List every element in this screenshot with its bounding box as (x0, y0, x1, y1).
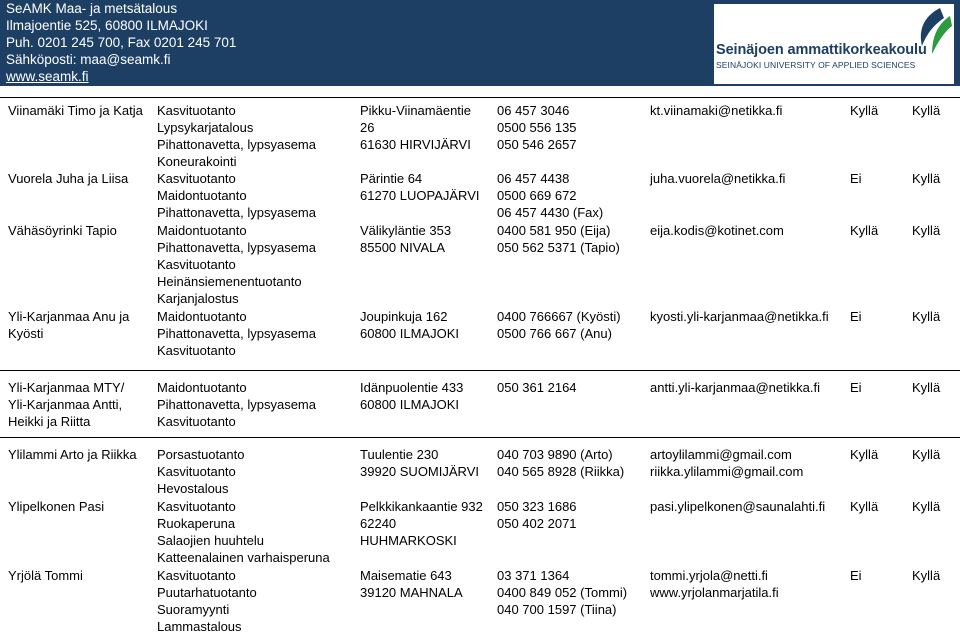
email-address: artoylilammi@gmail.com (650, 447, 792, 462)
logo-subtitle: SEINÄJOKI UNIVERSITY OF APPLIED SCIENCES (716, 60, 916, 70)
email-address-cell (650, 567, 779, 601)
phone-number-cell (497, 170, 603, 221)
production-item: Pihattonavetta, lypsyasema (157, 137, 316, 152)
production-item: Koneurakointi (157, 154, 237, 169)
yes-no-value: Ei (850, 568, 862, 583)
production-item: Hevostalous (157, 481, 229, 496)
farm-name-cell (8, 498, 104, 515)
email-address: juha.vuorela@netikka.fi (650, 171, 786, 186)
email-address: antti.yli-karjanmaa@netikka.fi (650, 380, 820, 395)
contact-line: SeAMK Maa- ja metsätalous (6, 1, 178, 16)
address-line: 85500 NIVALA (360, 240, 446, 255)
production-item: Pihattonavetta, lypsyasema (157, 326, 316, 341)
yes-no-value: Kyllä (912, 568, 941, 583)
production-item: Kasvituotanto (157, 499, 236, 514)
phone-number: 040 703 9890 (Arto) (497, 447, 613, 462)
seamk-logo (714, 4, 954, 84)
address-line: 60800 ILMAJOKI (360, 397, 459, 412)
address-line-cell (360, 567, 463, 601)
address-line: Maisematie 643 (360, 568, 452, 583)
farm-name: Kyösti (8, 326, 44, 341)
yes-no-value: Ei (850, 380, 862, 395)
phone-number: 06 457 3046 (497, 103, 570, 118)
phone-number-cell (497, 446, 624, 480)
email-address: kt.viinamaki@netikka.fi (650, 103, 783, 118)
yes-no-value: Kyllä (912, 309, 941, 324)
email-address-cell (650, 222, 784, 239)
phone-number: 050 402 2071 (497, 516, 577, 531)
phone-number: 040 565 8928 (Riikka) (497, 464, 625, 479)
production-item: Ruokaperuna (157, 516, 236, 531)
website-link[interactable]: www.seamk.fi (6, 69, 89, 84)
phone-number: 040 700 1597 (Tiina) (497, 602, 617, 617)
farm-name: Yrjölä Tommi (8, 568, 83, 583)
farm-name-cell (8, 308, 129, 342)
address-line-cell (360, 170, 479, 204)
phone-number: 0500 556 135 (497, 120, 577, 135)
email-address-cell (650, 102, 782, 119)
production-item-cell (157, 498, 330, 566)
address-line: 61630 HIRVIJÄRVI (360, 137, 471, 152)
phone-number-cell (497, 222, 620, 256)
phone-number: 050 546 2657 (497, 137, 577, 152)
yes-no-value: Ei (850, 309, 862, 324)
production-item: Pihattonavetta, lypsyasema (157, 205, 316, 220)
production-item: Kasvituotanto (157, 171, 236, 186)
email-address: tommi.yrjola@netti.fi (650, 568, 768, 583)
production-item: Pihattonavetta, lypsyasema (157, 240, 316, 255)
address-line-cell (360, 498, 483, 549)
production-item: Maidontuotanto (157, 309, 247, 324)
farm-name-cell (8, 567, 83, 584)
logo-name: Seinäjoen ammattikorkeakoulu (716, 42, 927, 58)
address-line-cell (360, 102, 471, 153)
farm-name: Heikki ja Riitta (8, 414, 91, 429)
production-item: Maidontuotanto (157, 188, 247, 203)
production-item: Kasvituotanto (157, 103, 236, 118)
row-separator (0, 97, 960, 98)
email-address-cell (650, 446, 803, 480)
address-line: 62240 (360, 516, 397, 531)
production-item: Kasvituotanto (157, 568, 236, 583)
production-item: Maidontuotanto (157, 380, 247, 395)
phone-number-cell (497, 308, 621, 342)
yes-no-value: Kyllä (850, 223, 879, 238)
yes-no-value: Kyllä (912, 499, 941, 514)
yes-no-value: Kyllä (912, 380, 941, 395)
phone-number: 0500 669 672 (497, 188, 577, 203)
address-line: 39120 MAHNALA (360, 585, 463, 600)
phone-number-cell (497, 102, 577, 153)
farm-name-cell (8, 170, 128, 187)
row-separator (0, 370, 960, 371)
contact-line: Sähköposti: maa@seamk.fi (6, 52, 171, 67)
production-item-cell (157, 446, 244, 497)
farm-name-cell (8, 222, 117, 239)
production-item: Porsastuotanto (157, 447, 245, 462)
phone-number: 06 457 4438 (497, 171, 570, 186)
phone-number: 0500 766 667 (Anu) (497, 326, 612, 341)
phone-number-cell (497, 498, 577, 532)
phone-number: 050 562 5371 (Tapio) (497, 240, 620, 255)
address-line: Pelkkikankaantie 932 (360, 499, 483, 514)
phone-number: 0400 849 052 (Tommi) (497, 585, 628, 600)
phone-number: 050 323 1686 (497, 499, 577, 514)
address-line: Tuulentie 230 (360, 447, 439, 462)
farm-name: Yli-Karjanmaa Anu ja (8, 309, 130, 324)
address-line-cell (360, 308, 459, 342)
address-line: Pikku-Viinamäentie (360, 103, 472, 118)
email-address: eija.kodis@kotinet.com (650, 223, 784, 238)
production-item: Kasvituotanto (157, 343, 236, 358)
address-line: 61270 LUOPAJÄRVI (360, 188, 480, 203)
farm-name-cell (8, 102, 143, 119)
production-item: Kasvituotanto (157, 414, 236, 429)
production-item-cell (157, 308, 316, 359)
email-address-cell (650, 308, 829, 325)
production-item-cell (157, 170, 316, 221)
phone-number-cell (497, 567, 627, 618)
contact-line: Ilmajoentie 525, 60800 ILMAJOKI (6, 18, 208, 33)
production-item: Kasvituotanto (157, 464, 236, 479)
address-line-cell (360, 379, 463, 413)
address-line: Idänpuolentie 433 (360, 380, 464, 395)
address-line-cell (360, 446, 479, 480)
farm-name: Ylilammi Arto ja Riikka (8, 447, 137, 462)
yes-no-value: Kyllä (912, 103, 941, 118)
email-address: kyosti.yli-karjanmaa@netikka.fi (650, 309, 829, 324)
production-item: Maidontuotanto (157, 223, 247, 238)
production-item-cell (157, 102, 316, 170)
farm-name: Yli-Karjanmaa MTY/ (8, 380, 125, 395)
farm-name: Ylipelkonen Pasi (8, 499, 105, 514)
email-address: riikka.ylilammi@gmail.com (650, 464, 804, 479)
email-address-cell (650, 498, 825, 515)
yes-no-value: Ei (850, 171, 862, 186)
production-item: Puutarhatuotanto (157, 585, 257, 600)
production-item: Salaojien huuhtelu (157, 533, 264, 548)
email-address: pasi.ylipelkonen@saunalahti.fi (650, 499, 826, 514)
address-line: Välikyläntie 353 (360, 223, 452, 238)
address-line: 39920 SUOMIJÄRVI (360, 464, 479, 479)
yes-no-value: Kyllä (912, 223, 941, 238)
email-address: www.yrjolanmarjatila.fi (650, 585, 779, 600)
farm-name: Vuorela Juha ja Liisa (8, 171, 129, 186)
contact-info (6, 0, 236, 85)
production-item: Suoramyynti (157, 602, 230, 617)
yes-no-value: Kyllä (912, 447, 941, 462)
farm-name-cell (8, 446, 137, 463)
phone-number: 0400 766667 (Kyösti) (497, 309, 621, 324)
phone-number: 050 361 2164 (497, 380, 577, 395)
email-address-cell (650, 379, 820, 396)
phone-number: 06 457 4430 (Fax) (497, 205, 604, 220)
yes-no-value: Kyllä (850, 447, 879, 462)
production-item: Karjanjalostus (157, 291, 239, 306)
production-item: Kasvituotanto (157, 257, 236, 272)
production-item: Lypsykarjatalous (157, 120, 254, 135)
row-separator (0, 437, 960, 438)
production-item: Katteenalainen varhaisperuna (157, 550, 330, 565)
yes-no-value: Kyllä (912, 171, 941, 186)
production-item: Heinänsiemenentuotanto (157, 274, 302, 289)
production-item-cell (157, 222, 316, 307)
yes-no-value: Kyllä (850, 103, 879, 118)
production-item: Pihattonavetta, lypsyasema (157, 397, 316, 412)
address-line: Pärintie 64 (360, 171, 423, 186)
address-line-cell (360, 222, 451, 256)
phone-number: 03 371 1364 (497, 568, 570, 583)
production-item-cell (157, 567, 257, 635)
phone-number: 0400 581 950 (Eija) (497, 223, 611, 238)
farm-name: Viinamäki Timo ja Katja (8, 103, 143, 118)
farm-name: Yli-Karjanmaa Antti, (8, 397, 123, 412)
farm-name-cell (8, 379, 124, 430)
address-line: 60800 ILMAJOKI (360, 326, 459, 341)
production-item: Lammastalous (157, 619, 242, 634)
yes-no-value: Kyllä (850, 499, 879, 514)
address-line: Joupinkuja 162 (360, 309, 448, 324)
address-line: 26 (360, 120, 375, 135)
production-item-cell (157, 379, 316, 430)
address-line: HUHMARKOSKI (360, 533, 457, 548)
phone-number-cell (497, 379, 577, 396)
contact-line: Puh. 0201 245 700, Fax 0201 245 701 (6, 35, 237, 50)
farm-name: Vähäsöyrinki Tapio (8, 223, 117, 238)
header-bar (0, 0, 960, 86)
email-address-cell (650, 170, 785, 187)
